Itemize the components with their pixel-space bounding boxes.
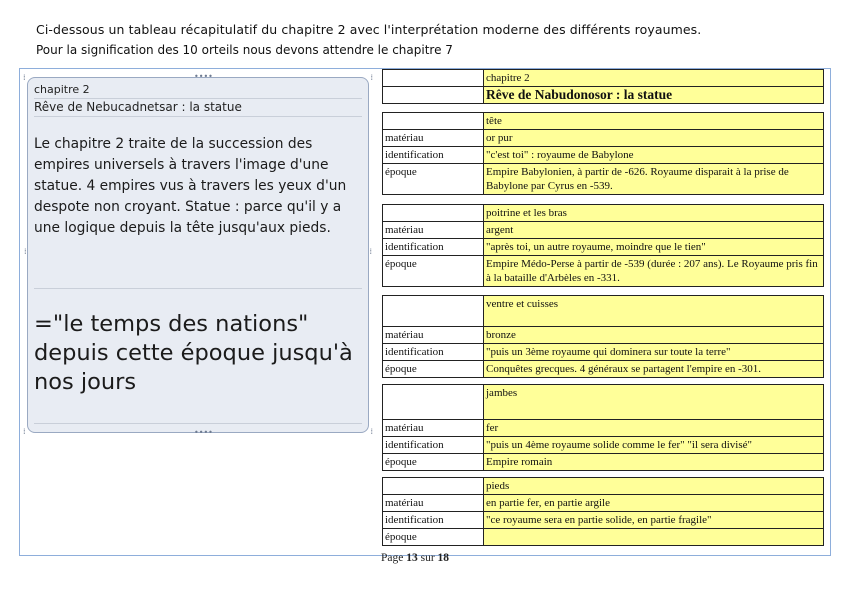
part-material: en partie fer, en partie argile xyxy=(484,495,824,512)
part-epoch: Empire Babylonien, à partir de -626. Royaume disparait à la prise de Babylone par Cyrus en -539. xyxy=(484,164,824,195)
part-identification: "c'est toi" : royaume de Babylone xyxy=(484,147,824,164)
empty-cell xyxy=(383,296,484,327)
textbox-divider xyxy=(34,116,362,117)
empty-cell xyxy=(383,205,484,222)
textbox-subtitle: Rêve de Nebucadnetsar : la statue xyxy=(34,100,242,114)
part-epoch: Empire Médo-Perse à partir de -539 (durée : 207 ans). Le Royaume pris fin à la bataille d'Arbèles en -331. xyxy=(484,256,824,287)
textbox-divider xyxy=(34,423,362,424)
resize-handle-bottom-right[interactable]: ⁞ xyxy=(370,427,373,436)
part-name: jambes xyxy=(484,385,824,420)
summary-textbox[interactable] xyxy=(23,72,373,437)
table-title: Rêve de Nabudonosor : la statue xyxy=(484,87,824,104)
empty-cell xyxy=(383,478,484,495)
label-epoch: époque xyxy=(383,256,484,287)
table-chapter: chapitre 2 xyxy=(484,70,824,87)
resize-handle-bottom-left[interactable]: ⁞ xyxy=(23,427,26,436)
label-identification: identification xyxy=(383,437,484,454)
resize-handle-bottom[interactable]: •••• xyxy=(194,428,213,437)
label-material: matériau xyxy=(383,495,484,512)
part-name: poitrine et les bras xyxy=(484,205,824,222)
footer-page-number: 13 xyxy=(406,552,418,564)
part-epoch: Empire romain xyxy=(484,454,824,471)
label-epoch: époque xyxy=(383,454,484,471)
resize-handle-top[interactable]: •••• xyxy=(194,72,213,81)
label-identification: identification xyxy=(383,512,484,529)
part-epoch: Conquêtes grecques. 4 généraux se partagent l'empire en -301. xyxy=(484,361,824,378)
part-identification: "puis un 3ème royaume qui dominera sur toute la terre" xyxy=(484,344,824,361)
textbox-big-statement: ="le temps des nations" depuis cette époque jusqu'à nos jours xyxy=(34,311,353,395)
part-block-legs xyxy=(382,384,824,471)
textbox-chapter: chapitre 2 xyxy=(34,83,90,96)
part-identification: "puis un 4ème royaume solide comme le fer" "il sera divisé" xyxy=(484,437,824,454)
label-material: matériau xyxy=(383,327,484,344)
part-material: fer xyxy=(484,420,824,437)
table-header-block xyxy=(382,69,824,104)
footer-prefix: Page xyxy=(381,552,404,564)
label-identification: identification xyxy=(383,239,484,256)
part-block-head xyxy=(382,112,824,195)
resize-handle-top-left[interactable]: ⁞ xyxy=(23,73,26,82)
part-block-feet xyxy=(382,477,824,546)
resize-handle-top-right[interactable]: ⁞ xyxy=(370,73,373,82)
part-block-belly xyxy=(382,295,824,378)
label-epoch: époque xyxy=(383,164,484,195)
part-material: or pur xyxy=(484,130,824,147)
part-identification: "après toi, un autre royaume, moindre que le tien" xyxy=(484,239,824,256)
label-material: matériau xyxy=(383,222,484,239)
page-footer xyxy=(381,552,449,564)
resize-handle-right[interactable]: ⁞ xyxy=(369,247,372,256)
textbox-body: Le chapitre 2 traite de la succession des empires universels à travers l'image d'une statue. 4 empires vus à travers les yeux d'un despote non croyant. Statue : parce qu'il y a une logique depuis la tête jusqu'aux pieds. xyxy=(34,136,347,236)
resize-handle-left[interactable]: ⁞ xyxy=(24,247,27,256)
part-block-chest xyxy=(382,204,824,287)
part-name: tête xyxy=(484,113,824,130)
label-material: matériau xyxy=(383,420,484,437)
label-material: matériau xyxy=(383,130,484,147)
intro-line-1: Ci-dessous un tableau récapitulatif du chapitre 2 avec l'interprétation moderne des différents royaumes. xyxy=(36,22,702,37)
label-epoch: époque xyxy=(383,529,484,546)
footer-middle: sur xyxy=(420,552,435,564)
footer-page-total: 18 xyxy=(437,552,450,564)
label-identification: identification xyxy=(383,344,484,361)
part-name: pieds xyxy=(484,478,824,495)
empty-cell xyxy=(383,385,484,420)
empty-cell xyxy=(383,113,484,130)
empty-cell xyxy=(383,87,484,104)
empty-cell xyxy=(383,70,484,87)
part-material: bronze xyxy=(484,327,824,344)
textbox-divider xyxy=(34,98,362,99)
label-epoch: époque xyxy=(383,361,484,378)
label-identification: identification xyxy=(383,147,484,164)
intro-line-2: Pour la signification des 10 orteils nous devons attendre le chapitre 7 xyxy=(36,43,453,57)
part-material: argent xyxy=(484,222,824,239)
textbox-divider xyxy=(34,288,362,289)
part-name: ventre et cuisses xyxy=(484,296,824,327)
part-identification: "ce royaume sera en partie solide, en partie fragile" xyxy=(484,512,824,529)
part-epoch xyxy=(484,529,824,546)
